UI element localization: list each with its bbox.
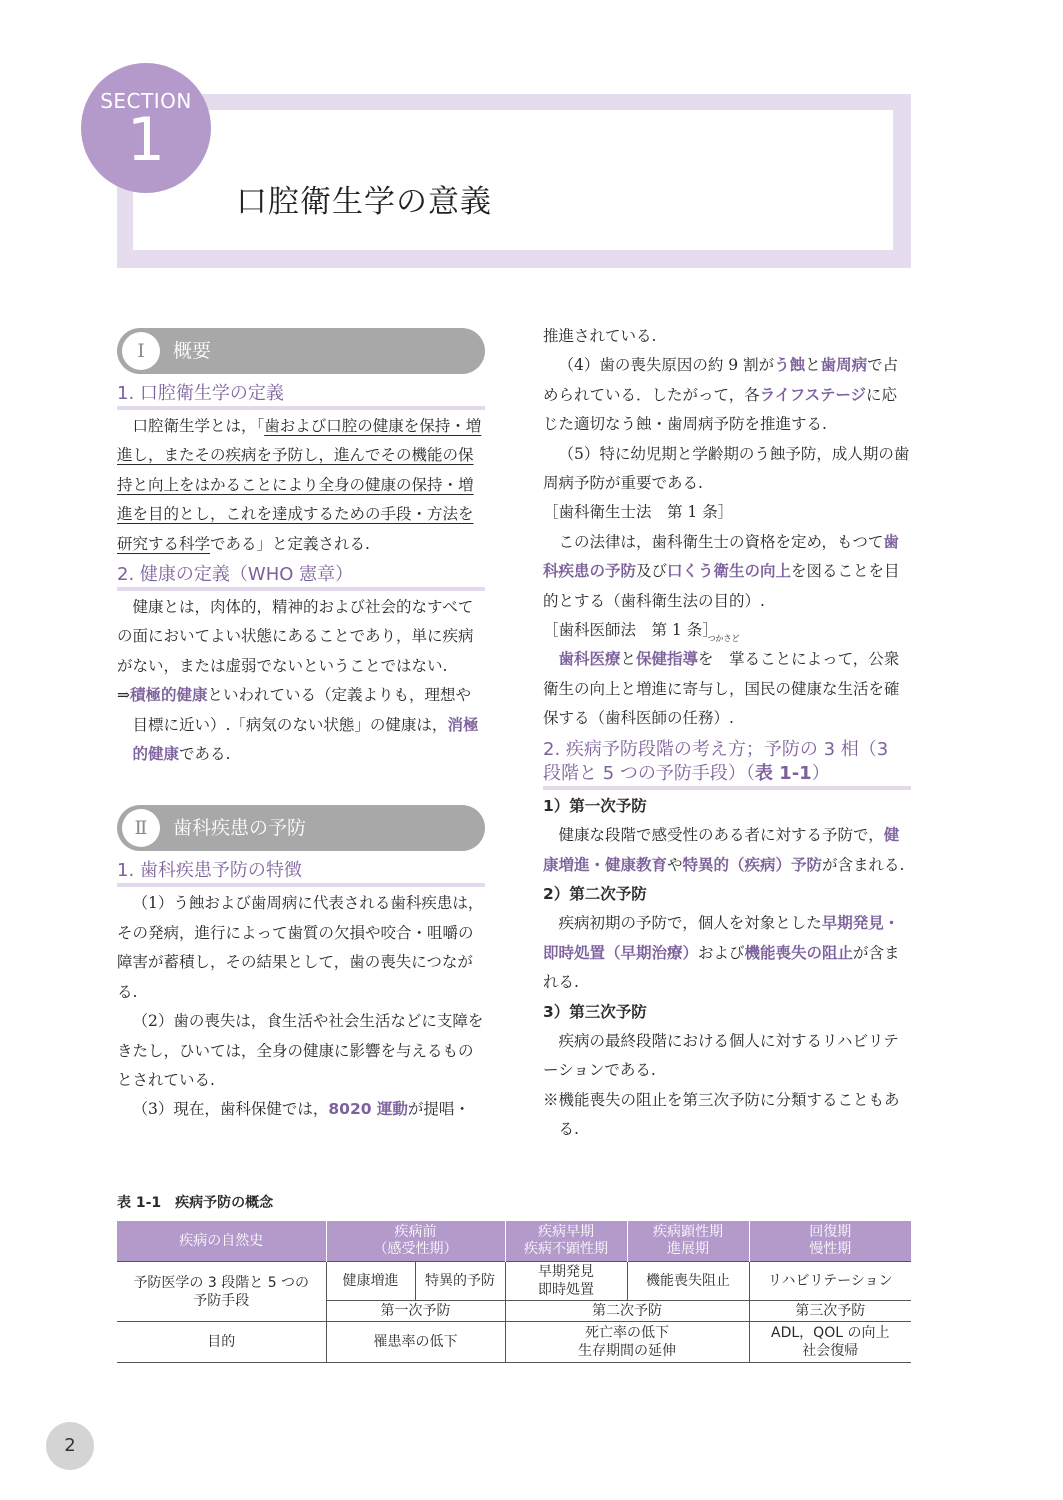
header-cell [326,1221,505,1262]
underlined-definition: 歯および口腔の健康を保持・増進し，またその疾病を予防し，進んでその機能の保持と向上をはかることにより全身の健康の保持・増進を目的とし，これを達成するための手段・方法を研究する科学 [117,417,482,553]
arrow-icon: ⇒ [117,686,130,705]
text: 即時処置 [538,1282,594,1298]
paragraph-4 [543,351,911,439]
table-cell [749,1322,911,1363]
term: 保健指導 [636,650,699,669]
secondary-prevention-text [543,909,911,997]
text: と [805,356,821,375]
prevention-table [117,1221,911,1363]
heading-dental-prevention [117,805,485,851]
kanji: 掌 [729,650,745,669]
text: この法律は，歯科衛生士の資格を定め，もつて [558,532,884,551]
heading-text: 歯科疾患の予防 [173,817,307,840]
text: および [698,943,745,962]
term: 消極的健康 [132,715,479,764]
header-cell [505,1221,627,1262]
text: で占められている．したがって，各 [543,356,899,404]
paragraph-1: （1）う蝕および歯周病に代表される歯科疾患は，その発病，進行によって歯質の欠損や咬合・咀嚼の障害が蓄積し，その結果として，歯の喪失につながる. [117,894,484,1001]
left-column [117,322,485,1125]
right-column [543,322,911,1145]
section-label: SECTION [100,89,192,113]
text: 疾病顕性期 [653,1224,723,1240]
section-header-inner [133,110,893,250]
header-cell [627,1221,749,1262]
text: 疾病初期の予防で，個人を対象とした [558,914,822,933]
table-cell [505,1322,749,1363]
text: を図ることを目的とする（歯科衛生法の目的）. [543,562,900,610]
heading-overview [117,328,485,374]
table-row [117,1262,911,1301]
term: 健康増進・健康教育 [543,826,900,874]
text: 疾病前 [394,1224,437,1240]
term: 機能喪失の阻止 [744,943,854,962]
table-cell: 特異的予防 [415,1262,505,1301]
table-cell [117,1262,326,1322]
ruby-kanji [707,634,745,674]
text: 慢性期 [809,1241,852,1257]
term: ライフステージ [759,385,867,404]
text: ） [811,762,830,784]
text: が提唱・ [407,1100,470,1119]
positive-health-paragraph [117,681,485,769]
header-cell [117,1221,326,1262]
text: を [698,650,714,669]
section-badge [81,63,211,193]
tertiary-prevention-title: 3）第三次予防 [543,1002,647,1021]
text: 死亡率の低下 [585,1325,669,1341]
law-text-hygienist [543,528,911,616]
text: が含まれる. [822,855,905,874]
health-paragraph: 健康とは，肉体的，精神的および社会的なすべての面においてよい状態にあることであり，単に疾病がない，または虚弱でないということではない. [117,598,474,675]
roman-numeral-badge: Ⅰ [122,332,160,370]
header-cell [749,1221,911,1262]
term: 口くう衛生の向上 [667,562,792,581]
primary-prevention-title: 1）第一次予防 [543,796,647,815]
table-row [117,1322,911,1363]
text: と [620,650,637,669]
definition-paragraph [117,412,485,559]
term: 8020 運動 [328,1100,408,1119]
term: 早期発見・即時処置（早期治療） [543,914,900,962]
text: が含まれる. [543,943,900,992]
term: 歯周病 [820,356,868,375]
table-cell: 第三次予防 [749,1301,911,1322]
heading-text: 概要 [173,340,212,362]
text: （3）現在，歯科保健では， [132,1100,329,1119]
table-cell: 目的 [117,1322,326,1363]
subheading-health-definition: 2. 健康の定義（WHO 憲章） [117,563,485,591]
text: 疾病不顕性期 [524,1241,608,1257]
table-cell: 第一次予防 [326,1301,505,1322]
subheading-prevention-stages [543,738,911,790]
text: に応じた適切なう蝕・歯周病予防を推進する. [543,385,898,434]
table-cell: 機能喪失阻止 [627,1262,749,1301]
ruby-text: つかさど [707,634,740,644]
text: 疾病早期 [538,1224,594,1240]
table-cell: 健康増進 [326,1262,415,1301]
table-reference: 表 1-1 [754,762,812,784]
text: 及び [636,562,668,581]
table-cell: 罹患率の低下 [326,1322,505,1363]
section-number: 1 [126,105,166,175]
roman-numeral-badge: Ⅱ [122,809,160,847]
text: 社会復帰 [802,1343,859,1359]
continued-text: 推進されている. [543,327,657,345]
paragraph-5: （5）特に幼児期と学齢期のう蝕予防，成人期の歯周病予防が重要である. [543,444,910,493]
paragraph-3 [117,1095,485,1124]
table-caption: 表 1-1 疾病予防の概念 [117,1195,274,1211]
page-title: 口腔衛生学の意義 [236,184,492,220]
text: 予防手段 [193,1292,250,1309]
text: 2. 疾病予防段階の考え方；予防の 3 相（3 段階と 5 つの予防手段）（ [543,738,889,784]
table-header-row [117,1221,911,1262]
tertiary-prevention-text: 疾病の最終段階における個人に対するリハビリテーションである. [543,1031,899,1080]
law-title-hygienist: ［歯科衛生士法 第 1 条］ [543,503,734,522]
text: （感受性期） [373,1241,458,1257]
table-cell: リハビリテーション [749,1262,911,1301]
section-header [117,94,911,268]
text: 健康な段階で感受性のある者に対する予防で， [558,826,884,845]
term: 積極的健康 [130,686,208,705]
paragraph-2: （2）歯の喪失は，食生活や社会生活などに支障をきたし，ひいては，全身の健康に影響を与えるものとされている. [117,1012,484,1089]
law-text-dentist [543,634,911,733]
page-number: 2 [46,1422,94,1470]
secondary-prevention-title: 2）第二次予防 [543,884,647,903]
law-title-dentist: ［歯科医師法 第 1 条］ [543,621,718,640]
text: である. [179,745,231,764]
term: 歯科医療 [558,650,621,669]
note: ※機能喪失の阻止を第三次予防に分類することもある. [543,1090,900,1139]
text: ることによって，公衆衛生の向上と増進に寄与し，国民の健康な生活を確保する（歯科医師の任務）. [543,650,900,728]
term: 特異的（疾病）予防 [682,855,823,874]
subheading-definition: 1. 口腔衛生学の定義 [117,382,485,410]
table-cell: 第二次予防 [505,1301,749,1322]
text: 口腔衛生学とは，「 [132,417,265,435]
text: 早期発見 [538,1264,594,1280]
text: である」と定義される. [210,534,370,553]
term: 歯科疾患の予防 [543,532,899,581]
text: や [667,855,683,874]
text: 予防医学の 3 段階と 5 つの [133,1274,310,1291]
text: 生存期間の延伸 [578,1343,676,1359]
text: 進展期 [667,1241,709,1257]
text: ADL，QOL の向上 [771,1325,890,1341]
table-cell [505,1262,627,1301]
subheading-prevention-features: 1. 歯科疾患予防の特徴 [117,859,485,887]
term: う蝕 [774,356,806,375]
primary-prevention-text [543,821,911,880]
text: といわれている（定義よりも，理想や目標に近い）.「病気のない状態」の健康は， [132,686,472,734]
text: 疾病の自然史 [179,1232,264,1249]
text: （4）歯の喪失原因の約 9 割が [558,356,775,375]
text: 回復期 [809,1224,852,1240]
